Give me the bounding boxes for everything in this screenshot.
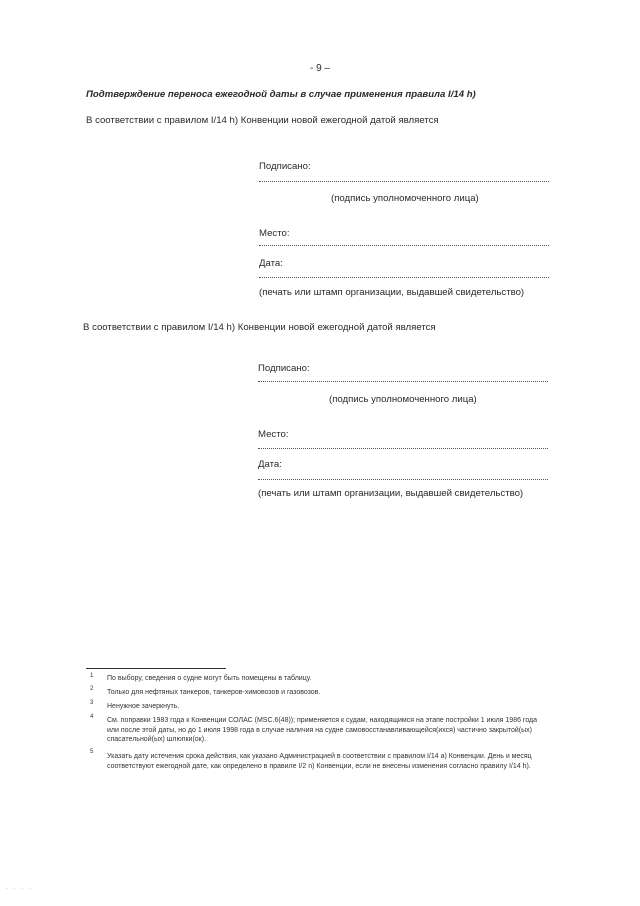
place-line[interactable] xyxy=(259,245,549,246)
signed-label: Подписано: xyxy=(259,161,311,172)
footnote-text: См. поправки 1983 года к Конвенции СОЛАС (MSC.6(48)); применяется к судам, находящимся на этапе постройки 1 июля 1986 года или после этой даты, но до 1 июля 1998 года в случае наличия на судне самовосстанавливающейся(ихся) частично закрытой(ых) спасательной(ых) шлюпки(ок). xyxy=(107,717,538,744)
section-heading: Подтверждение переноса ежегодной даты в случае применения правила I/14 h) xyxy=(86,89,476,100)
footnote-text: Указать дату истечения срока действия, как указано Администрацией в соответствии с правилом I/14 a) Конвенции. День и месяц соответствуют ежегодной дате, как определено в правиле I/2 n) Конвенции, если не внесены изменения согласно правилу I/14 h). xyxy=(107,753,532,770)
date-label: Дата: xyxy=(259,258,283,269)
place-label: Место: xyxy=(258,429,289,440)
footnote-number: 1 xyxy=(90,673,94,679)
signature-line[interactable] xyxy=(259,181,549,182)
signature-line[interactable] xyxy=(258,381,548,382)
signed-label: Подписано: xyxy=(258,363,310,374)
footnote-number: 4 xyxy=(90,714,94,720)
seal-caption: (печать или штамп организации, выдавшей свидетельство) xyxy=(258,488,524,499)
date-line[interactable] xyxy=(258,479,548,480)
scan-artifact-mark: · · · · xyxy=(6,886,33,892)
footnote-number: 3 xyxy=(90,700,94,706)
date-label: Дата: xyxy=(258,459,282,470)
footnote-divider xyxy=(86,668,226,669)
signature-caption: (подпись уполномоченного лица) xyxy=(329,394,477,405)
place-label: Место: xyxy=(259,228,290,239)
footnote-text: Ненужное зачеркнуть. xyxy=(107,703,180,710)
seal-caption: (печать или штамп организации, выдавшей свидетельство) xyxy=(259,287,525,298)
footnote-text: По выбору, сведения о судне могут быть помещены в таблицу. xyxy=(107,675,312,682)
footnote-text: Только для нефтяных танкеров, танкеров-химовозов и газовозов. xyxy=(107,689,321,696)
date-line[interactable] xyxy=(259,277,549,278)
place-line[interactable] xyxy=(258,448,548,449)
page-number: - 9 – xyxy=(309,63,330,74)
signature-caption: (подпись уполномоченного лица) xyxy=(331,193,479,204)
block-intro: В соответствии с правилом I/14 h) Конвенции новой ежегодной датой является xyxy=(83,322,436,333)
footnote-number: 5 xyxy=(90,749,94,755)
block-intro: В соответствии с правилом I/14 h) Конвенции новой ежегодной датой является xyxy=(86,115,439,126)
footnote-number: 2 xyxy=(90,686,94,692)
